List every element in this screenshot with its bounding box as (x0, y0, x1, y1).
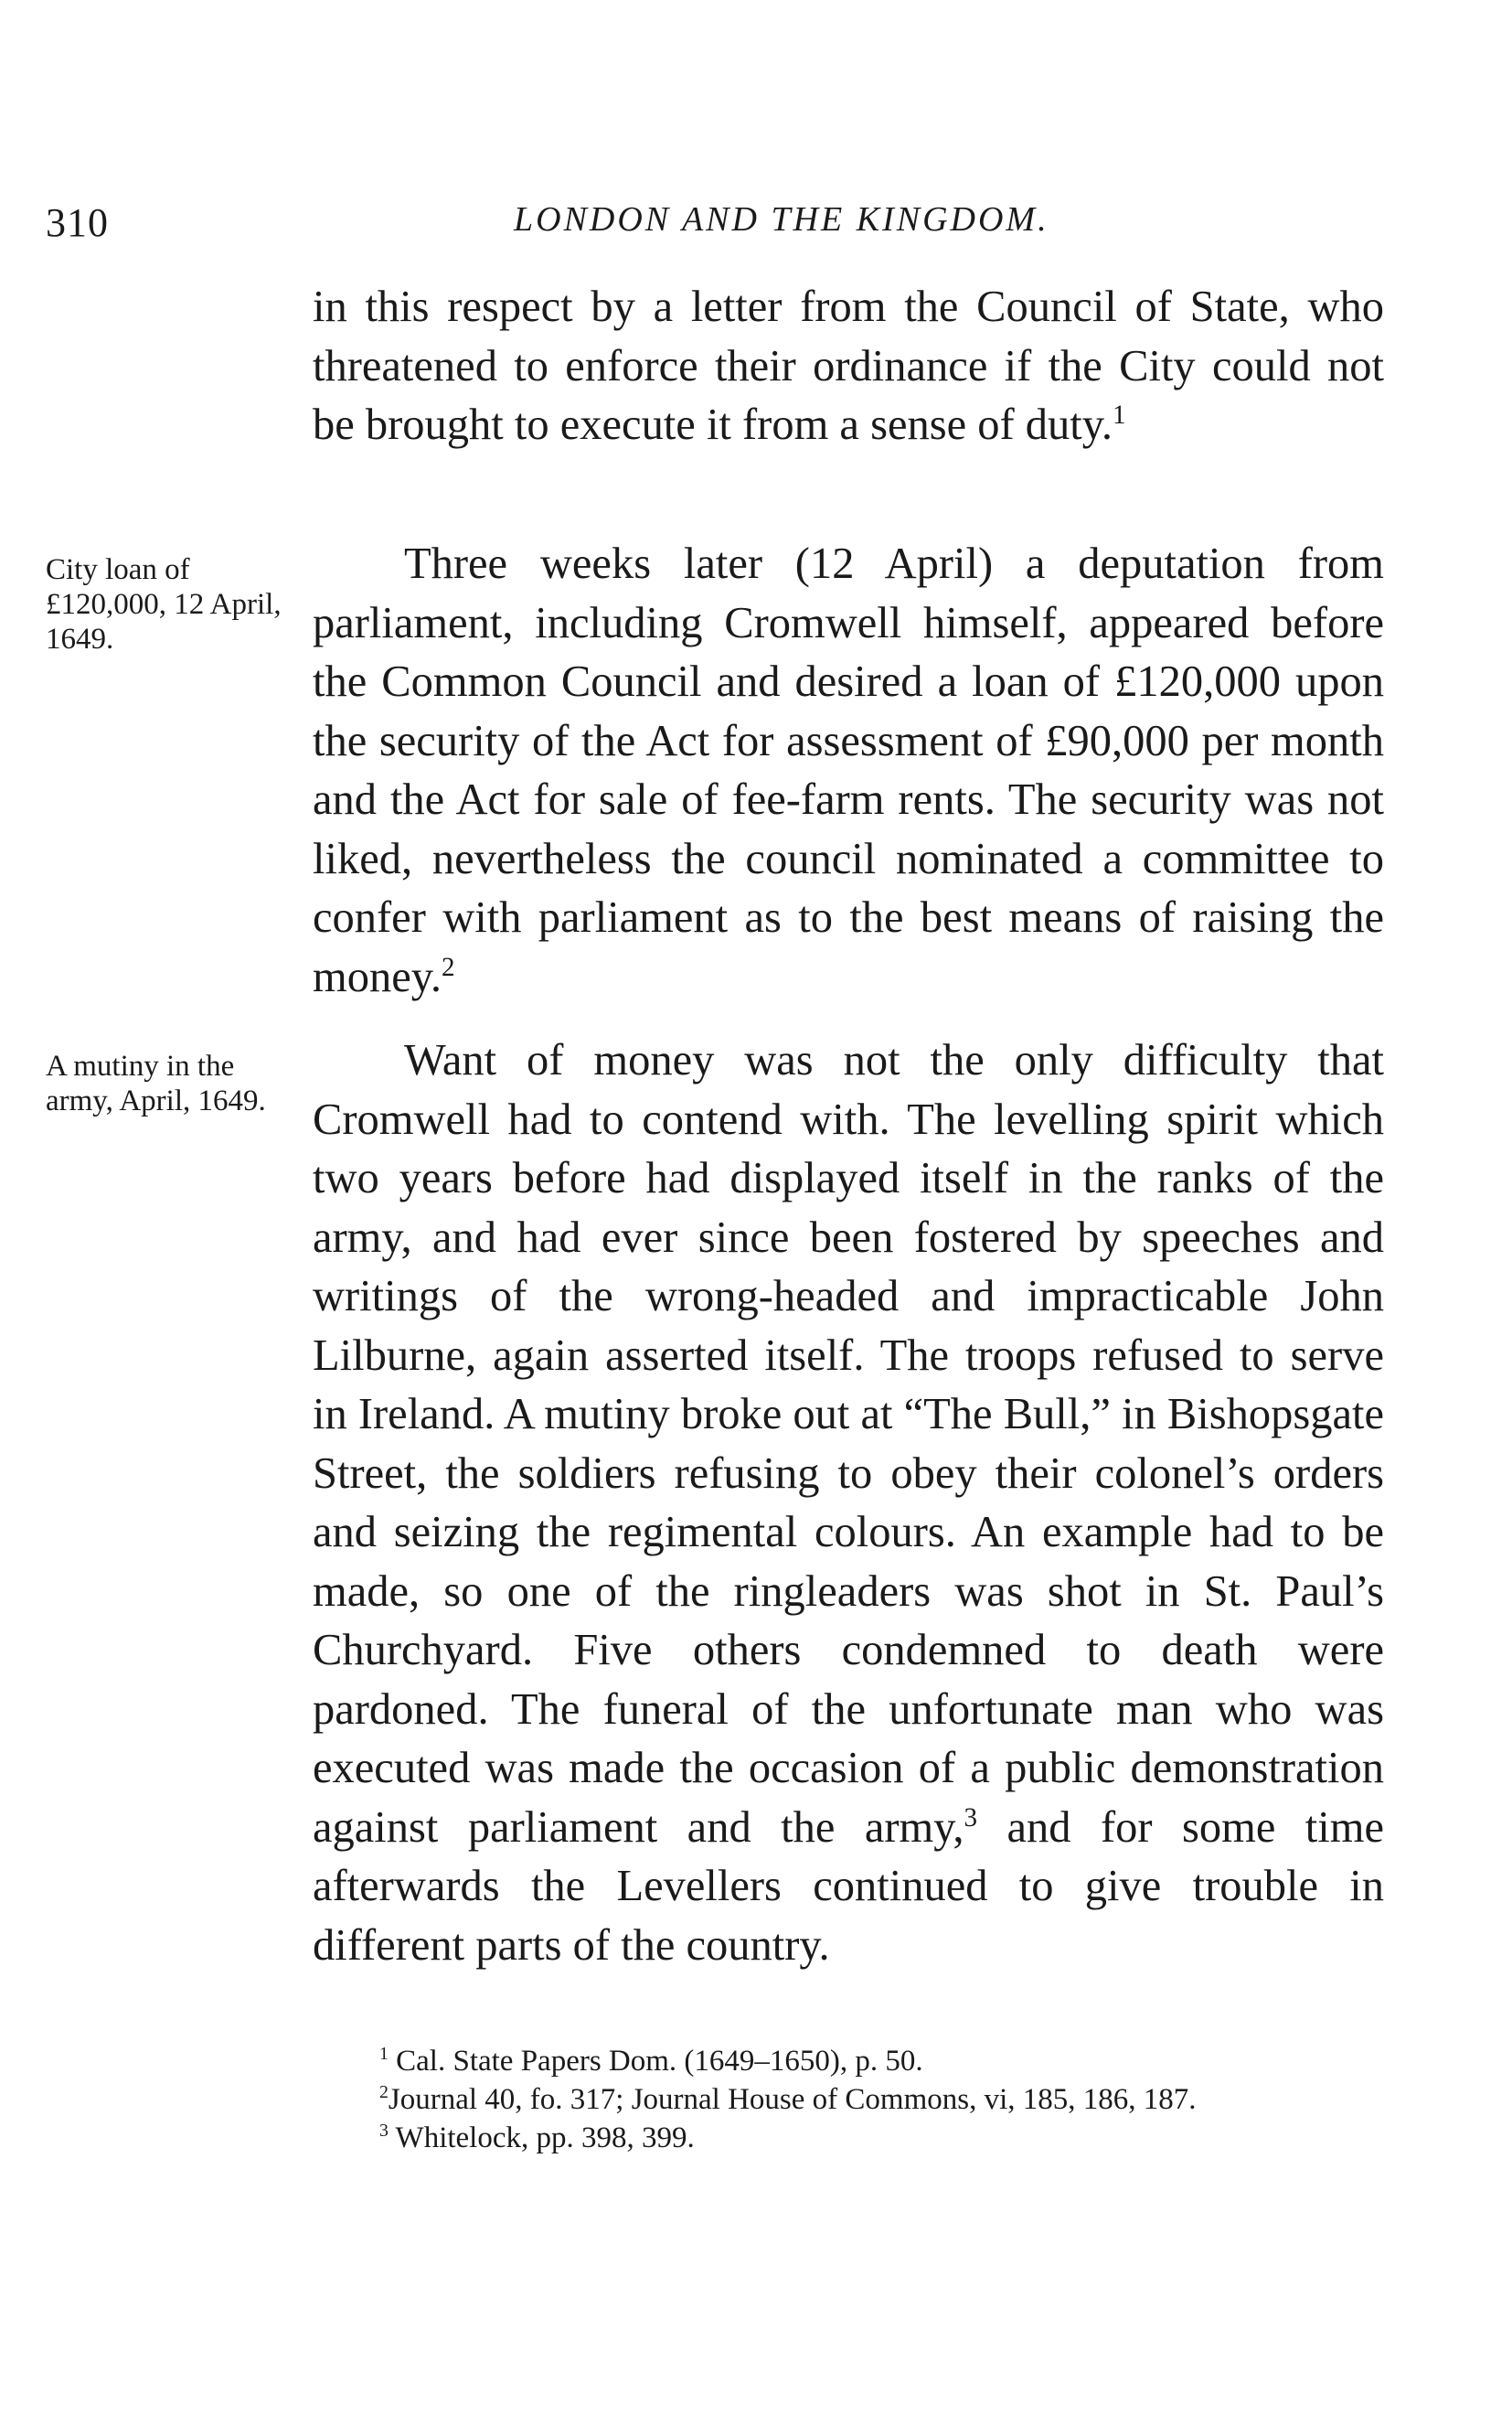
page-number: 310 (46, 200, 109, 245)
footnote-text: Journal 40, fo. 317; Journal House of Commons, vi, 185, 186, 187. (388, 2083, 1197, 2116)
footnote-text: Cal. State Papers Dom. (1649–1650), p. 50. (388, 2045, 923, 2078)
paragraph-3-text: Want of money was not the only difficulty that Cromwell had to contend with. The levelling spirit which two years before had displayed itself in the ranks of the army, and had ever since been fostered by speeches and writings of the wrong-headed and impracticable John Lilburne, again asserted itself. The troops refused to serve in Ireland. A mutiny broke out at “The Bull,” in Bishopsgate Street, the soldiers refusing to obey their colonel’s orders and seizing the regimental colours. An example had to be made, so one of the ringleaders was shot in St. Paul’s Churchyard. Five others condemned to death were pardoned. The funeral of the unfortunate man who was executed was made the occasion of a public demonstration against parliament and the army, (313, 1036, 1384, 1852)
footnote-ref-3[interactable]: 3 (964, 1802, 978, 1833)
footnote-ref-2[interactable]: 2 (441, 952, 455, 982)
paragraph-1 (313, 278, 1384, 455)
footnote-marker: 1 (379, 2044, 389, 2064)
paragraph-3 (313, 1031, 1384, 1975)
paragraph-2-text: Three weeks later (12 April) a deputation from parliament, including Cromwell himself, appeared before the Common Council and desired a loan of £120,000 upon the security of the Act for assessment of £90,000 per month and the Act for sale of fee-farm rents. The security was not liked, nevertheless the council nominated a committee to confer with parliament as to the best means of raising the money. (313, 540, 1384, 1001)
paragraph-2 (313, 535, 1384, 1007)
paragraph-1-text: in this respect by a letter from the Council of State, who threatened to enforce their ordinance if the City could not be brought to execute it from a sense of duty. (313, 283, 1384, 449)
footnote-2 (379, 2080, 1421, 2119)
running-head: LONDON AND THE KINGDOM. (514, 200, 1049, 239)
footnote-3 (379, 2119, 1421, 2157)
footnotes (379, 2042, 1421, 2157)
footnote-text: Whitelock, pp. 398, 399. (388, 2121, 695, 2154)
paragraph-3-text-end: and for some time afterwards the Levellers continued to give trouble in different parts of the country. (313, 1802, 1384, 1970)
footnote-ref-1[interactable]: 1 (1113, 400, 1126, 430)
footnote-marker: 3 (379, 2121, 389, 2141)
sidenote-city-loan: City loan of £120,000, 12 April, 1649. (46, 553, 282, 656)
sidenote-mutiny: A mutiny in the army, April, 1649. (46, 1050, 266, 1117)
footnote-marker: 2 (379, 2082, 389, 2102)
footnote-1 (379, 2042, 1421, 2080)
